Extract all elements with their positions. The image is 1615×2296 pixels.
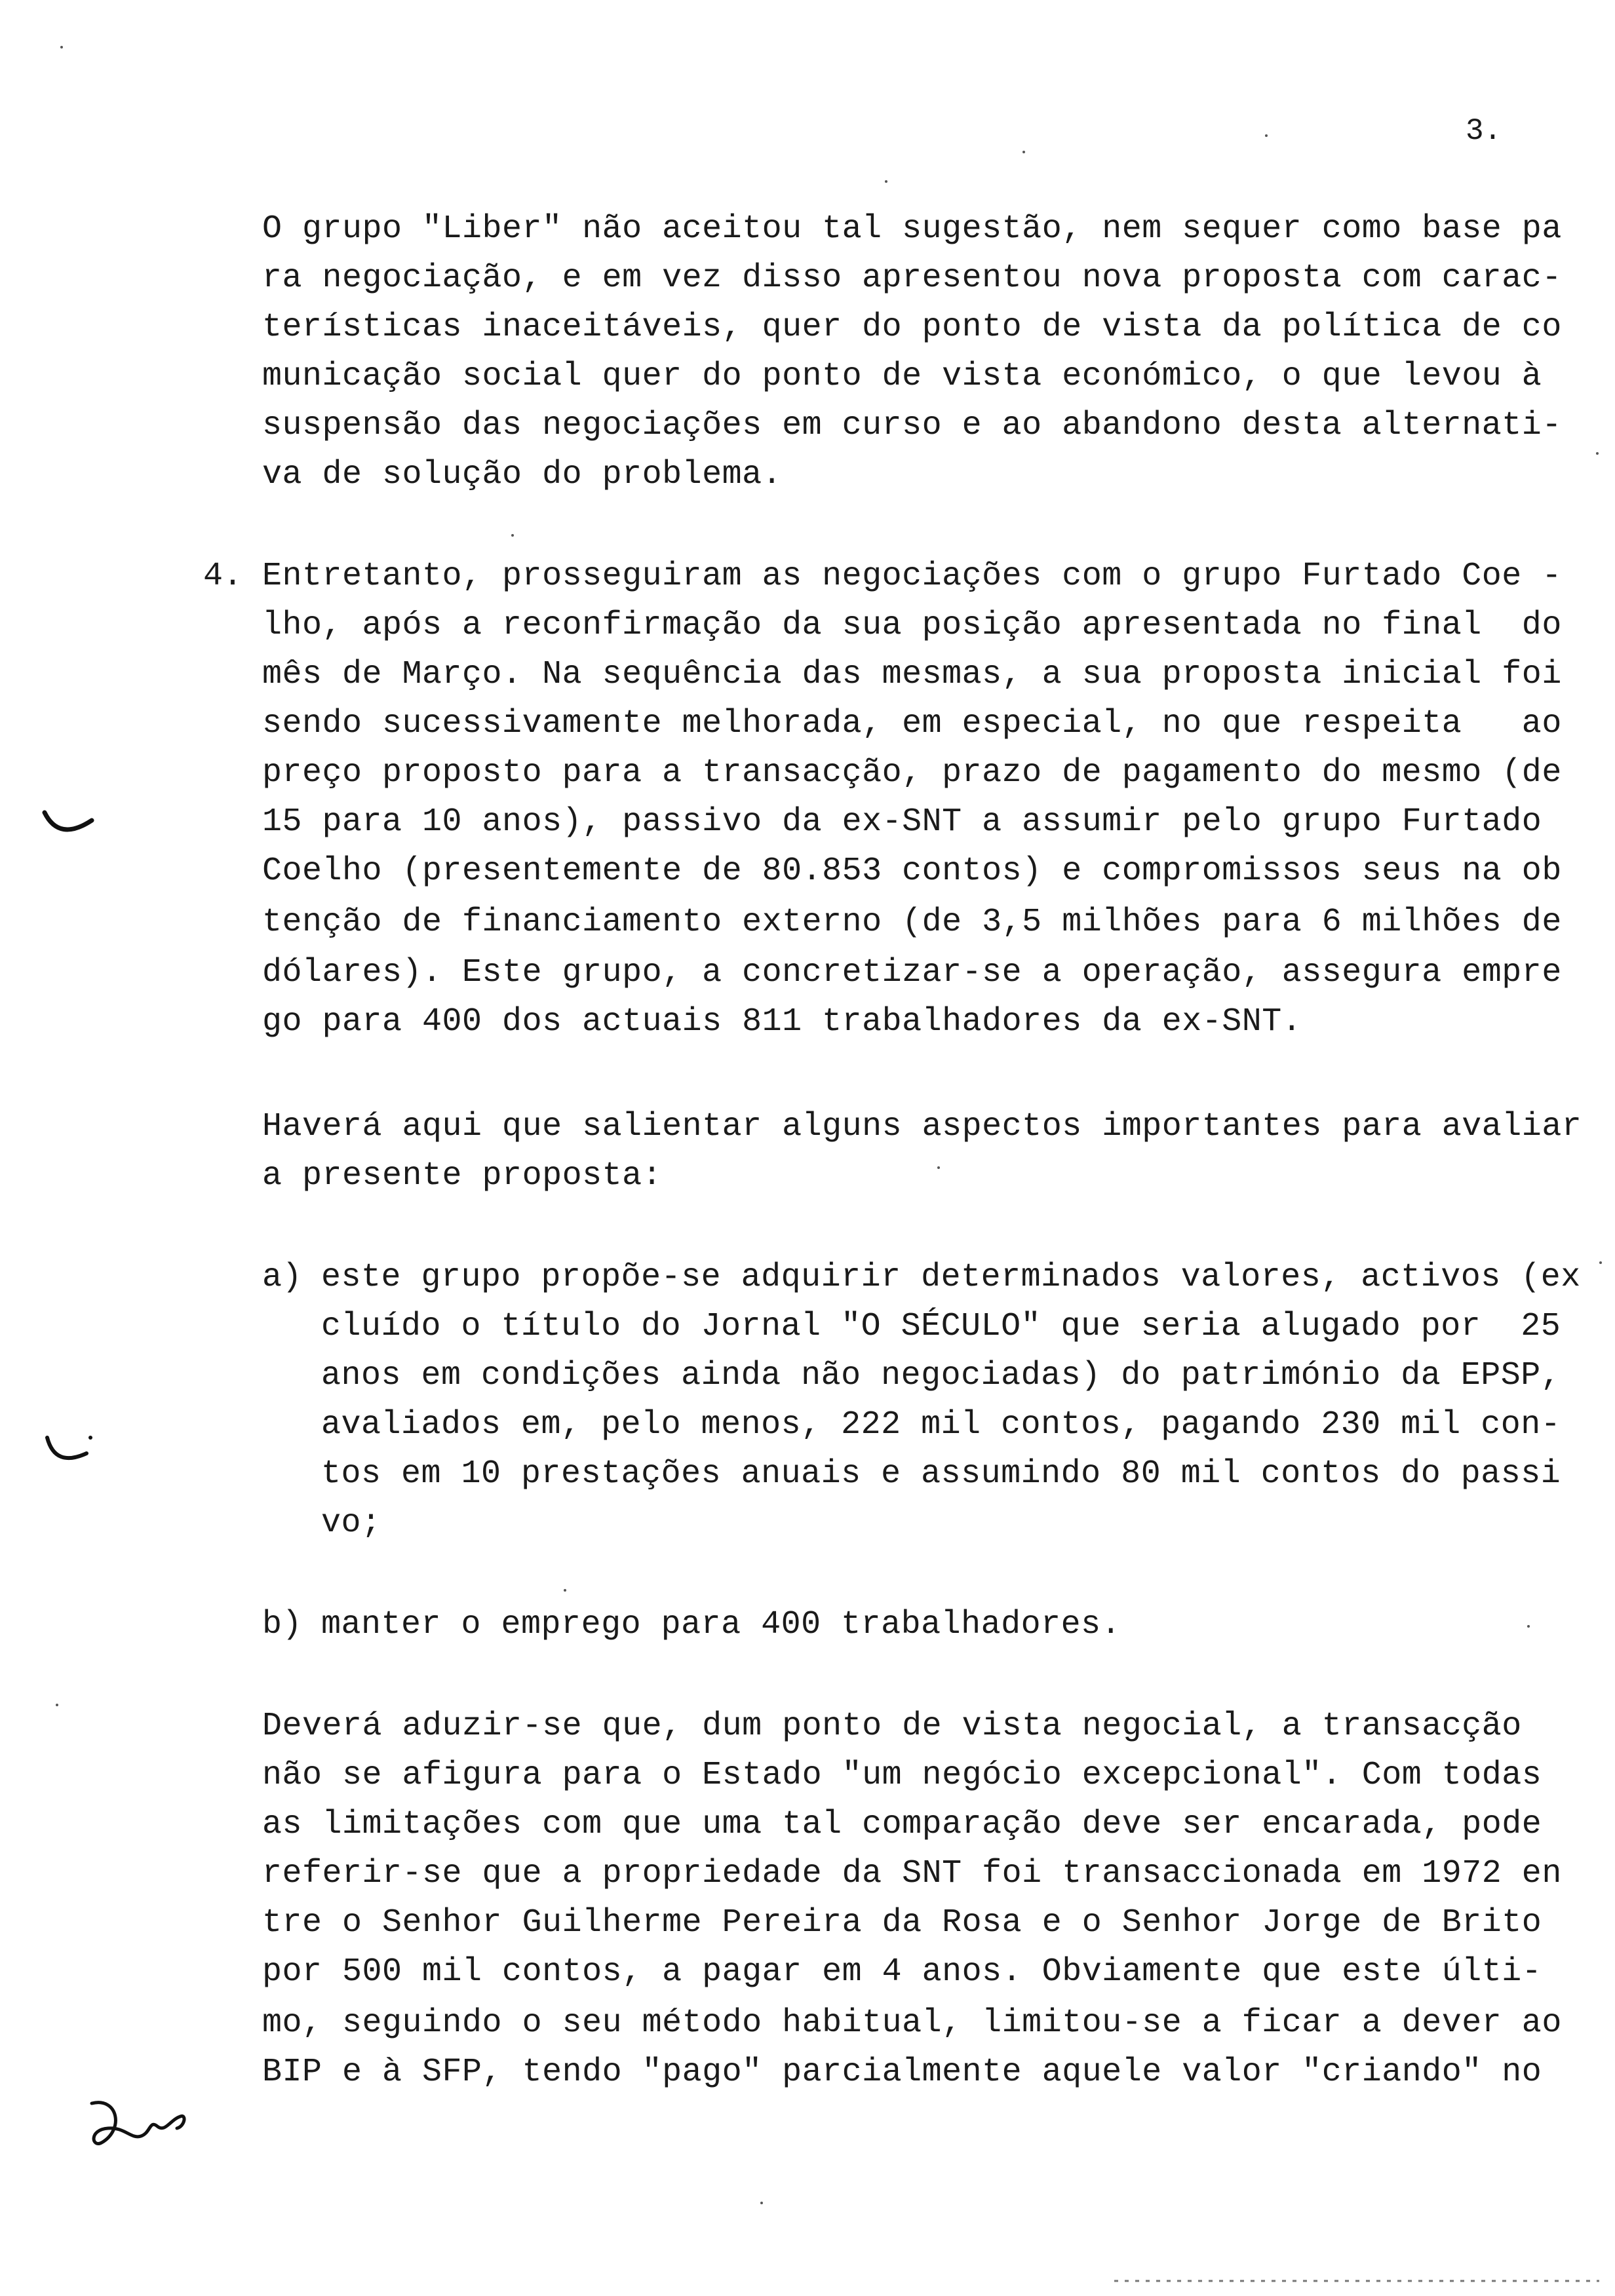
text-line: terísticas inaceitáveis, quer do ponto de vista da política de co	[262, 309, 1562, 346]
text-line: a presente proposta:	[262, 1157, 663, 1195]
scan-speck	[1022, 151, 1025, 153]
text-line: não se afigura para o Estado "um negócio excepcional". Com todas	[262, 1757, 1542, 1794]
text-line: as limitações com que uma tal comparação deve ser encarada, pode	[262, 1806, 1542, 1843]
text-line: tre o Senhor Guilherme Pereira da Rosa e o Senhor Jorge de Brito	[262, 1904, 1542, 1942]
text-line: mês de Março. Na sequência das mesmas, a sua proposta inicial foi	[262, 656, 1562, 693]
text-line: lho, após a reconfirmação da sua posição apresentada no final do	[262, 607, 1562, 644]
text-line: mo, seguindo o seu método habitual, limitou-se a ficar a dever ao	[262, 2004, 1562, 2042]
scan-speck	[1596, 452, 1599, 455]
text-line: BIP e à SFP, tendo "pago" parcialmente aquele valor "criando" no	[262, 2054, 1542, 2091]
text-line: Haverá aqui que salientar alguns aspectos importantes para avaliar	[262, 1108, 1582, 1145]
scan-speck	[56, 1704, 58, 1706]
text-line: anos em condições ainda não negociadas) do património da EPSP,	[321, 1357, 1561, 1394]
text-line: ra negociação, e em vez disso apresentou nova proposta com carac-	[262, 259, 1562, 297]
punch-hole-mark-icon	[39, 806, 98, 845]
punch-hole-mark-icon	[39, 1428, 98, 1474]
text-line: Deverá aduzir-se que, dum ponto de vista negocial, a transacção	[262, 1708, 1522, 1745]
section-number: 4.	[203, 558, 243, 595]
list-item-label: a)	[262, 1259, 303, 1296]
scan-speck	[760, 2202, 763, 2204]
scan-speck	[937, 1166, 940, 1169]
text-line: manter o emprego para 400 trabalhadores.	[321, 1606, 1121, 1643]
scan-speck	[564, 1589, 566, 1592]
text-line: cluído o título do Jornal "O SÉCULO" que seria alugado por 25	[321, 1308, 1561, 1345]
text-line: go para 400 dos actuais 811 trabalhadores da ex-SNT.	[262, 1003, 1302, 1041]
text-line: vo;	[321, 1504, 381, 1542]
text-line: dólares). Este grupo, a concretizar-se a operação, assegura empre	[262, 954, 1562, 991]
scan-speck	[885, 180, 887, 183]
scan-edge-artifact	[1114, 2278, 1599, 2284]
list-item-label: b)	[262, 1606, 303, 1643]
text-line: municação social quer do ponto de vista económico, o que levou à	[262, 358, 1542, 395]
text-line: tenção de financiamento externo (de 3,5 milhões para 6 milhões de	[262, 904, 1562, 941]
scan-speck	[1265, 134, 1268, 137]
page-number: 3.	[1466, 114, 1502, 148]
text-line: Entretanto, prosseguiram as negociações com o grupo Furtado Coe -	[262, 558, 1562, 595]
scan-speck	[1527, 1625, 1530, 1628]
text-line: 15 para 10 anos), passivo da ex-SNT a assumir pelo grupo Furtado	[262, 803, 1542, 841]
text-line: tos em 10 prestações anuais e assumindo 80 mil contos do passi	[321, 1455, 1561, 1493]
text-line: va de solução do problema.	[262, 456, 783, 493]
text-line: sendo sucessivamente melhorada, em especial, no que respeita ao	[262, 705, 1562, 742]
handwritten-initials-icon	[79, 2090, 197, 2162]
text-line: este grupo propõe-se adquirir determinados valores, activos (ex	[321, 1259, 1581, 1296]
scan-speck	[60, 46, 63, 48]
text-line: avaliados em, pelo menos, 222 mil contos, pagando 230 mil con-	[321, 1406, 1561, 1444]
scan-speck	[511, 534, 514, 537]
scan-speck	[1599, 1261, 1602, 1264]
text-line: suspensão das negociações em curso e ao abandono desta alternati-	[262, 407, 1562, 444]
text-line: preço proposto para a transacção, prazo de pagamento do mesmo (de	[262, 754, 1562, 792]
text-line: O grupo "Liber" não aceitou tal sugestão, nem sequer como base pa	[262, 210, 1562, 248]
text-line: por 500 mil contos, a pagar em 4 anos. Obviamente que este últi-	[262, 1953, 1542, 1991]
text-line: referir-se que a propriedade da SNT foi transaccionada em 1972 en	[262, 1855, 1562, 1892]
text-line: Coelho (presentemente de 80.853 contos) e compromissos seus na ob	[262, 852, 1562, 890]
